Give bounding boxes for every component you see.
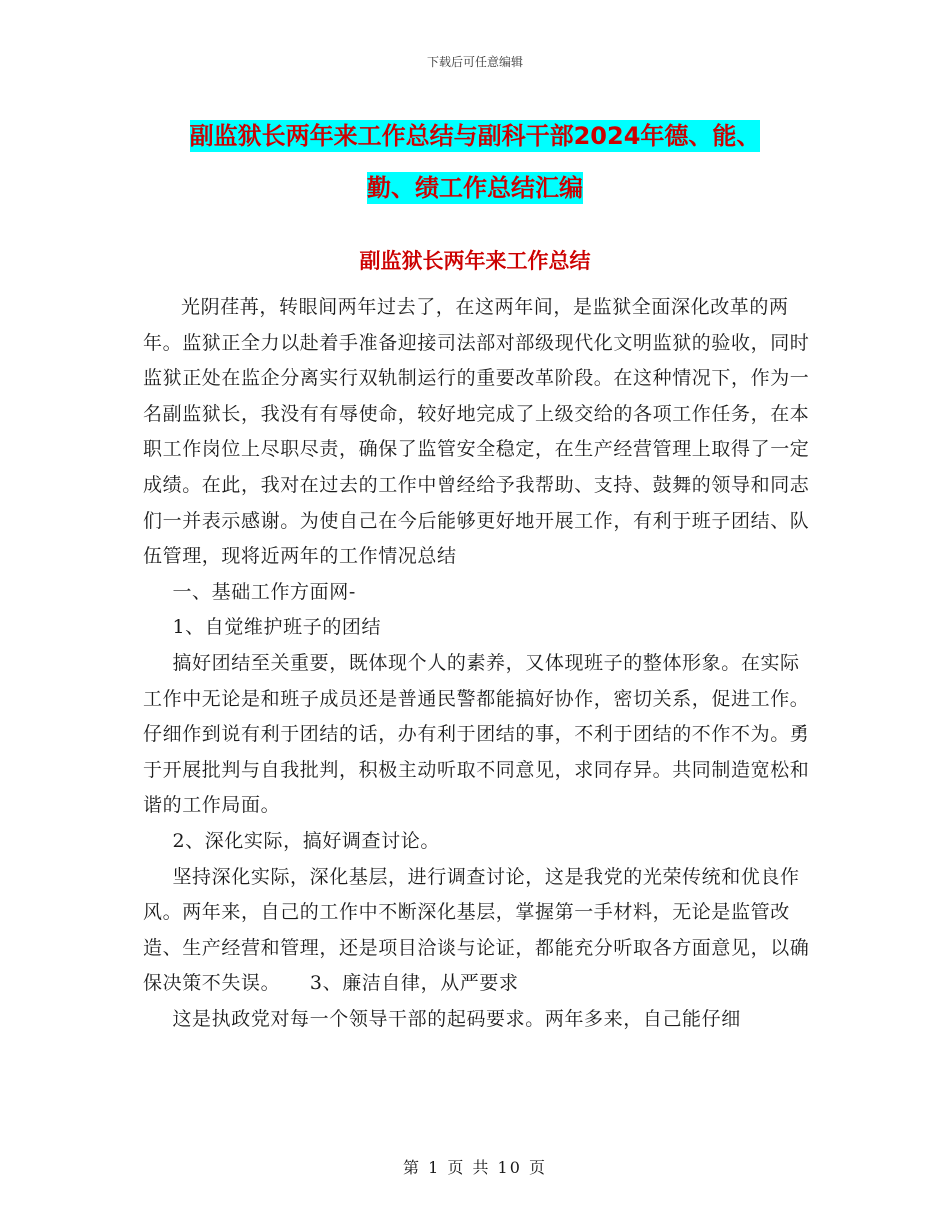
paragraph-investigation: 坚持深化实际，深化基层，进行调查讨论，这是我党的光荣传统和优良作风。两年来，自己的工作中不断深化基层，掌握第一手材料，无论是监管改造、生产经营和管理，还是项目洽谈与论证，都能充分听取各方面意见，以确保决策不失误。 3、廉洁自律，从严要求 bbox=[143, 865, 810, 995]
heading-basic-work: 一、基础工作方面网- bbox=[172, 580, 356, 603]
header-note: 下载后可任意编辑 bbox=[426, 55, 523, 69]
heading-unity: 1、自觉维护班子的团结 bbox=[172, 616, 382, 639]
paragraph-unity: 搞好团结至关重要，既体现个人的素养，又体现班子的整体形象。在实际工作中无论是和班子成员还是普通民警都能搞好协作，密切关系，促进工作。仔细作到说有利于团结的话，办有利于团结的事，不利于团结的不作不为。勇于开展批判与自我批判，积极主动听取不同意见，求同存异。共同制造宽松和谐的工作局面。 bbox=[143, 651, 810, 817]
paragraph-integrity: 这是执政党对每一个领导干部的起码要求。两年多来，自己能仔细 bbox=[172, 1007, 741, 1030]
heading-investigation: 2、深化实际，搞好调查讨论。 bbox=[172, 829, 440, 852]
document-title-line-2: 勤、绩工作总结汇编 bbox=[367, 174, 583, 202]
document-body bbox=[143, 290, 813, 1037]
section-title: 副监狱长两年来工作总结 bbox=[359, 249, 591, 273]
document-title bbox=[0, 110, 950, 214]
paragraph-intro: 光阴荏苒，转眼间两年过去了，在这两年间，是监狱全面深化改革的两年。监狱正全力以赴着手准备迎接司法部对部级现代化文明监狱的验收，同时监狱正处在监企分离实行双轨制运行的重要改革阶段。在这种情况下，作为一名副监狱长，我没有有辱使命，较好地完成了上级交给的各项工作任务，在本职工作岗位上尽职尽责，确保了监管安全稳定，在生产经营管理上取得了一定成绩。在此，我对在过去的工作中曾经给予我帮助、支持、鼓舞的领导和同志们一并表示感谢。为使自己在今后能够更好地开展工作，有利于班子团结、队伍管理，现将近两年的工作情况总结 bbox=[143, 296, 810, 568]
document-title-line-1: 副监狱长两年来工作总结与副科干部2024年德、能、 bbox=[189, 122, 761, 150]
page-footer: 第 1 页 共 10 页 bbox=[403, 1158, 547, 1177]
